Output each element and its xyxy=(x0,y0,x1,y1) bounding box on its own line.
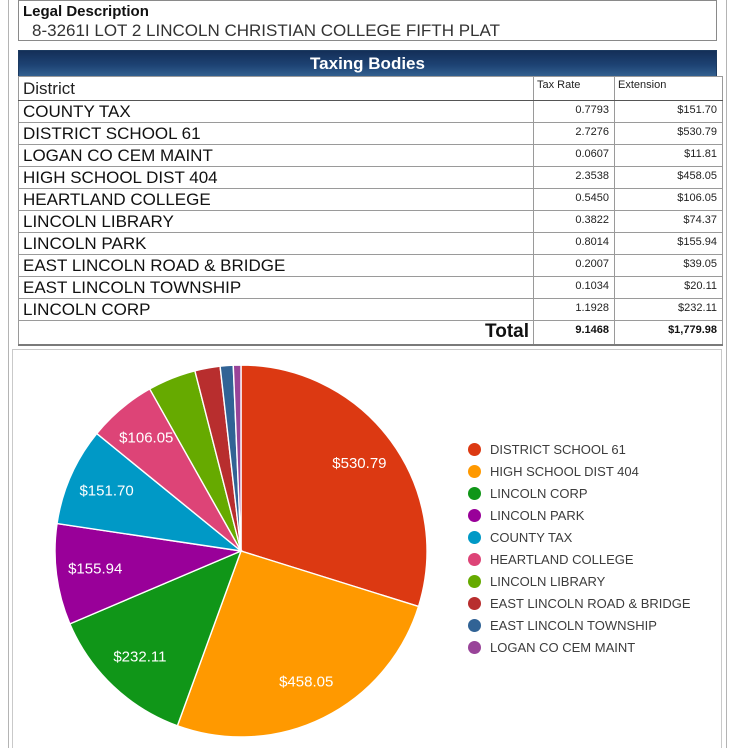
legend-item-label: LINCOLN PARK xyxy=(490,507,585,523)
legend-marker-icon xyxy=(468,465,481,478)
legend-item-lincoln-library[interactable] xyxy=(468,570,691,592)
district-cell: HEARTLAND COLLEGE xyxy=(19,189,534,211)
total-extension: $1,779.98 xyxy=(615,321,723,346)
extension-cell: $106.05 xyxy=(615,189,723,211)
extension-cell: $20.11 xyxy=(615,277,723,299)
pie-chart xyxy=(13,350,463,748)
table-row-east-lincoln-township xyxy=(19,277,723,299)
table-row-lincoln-library xyxy=(19,211,723,233)
extension-cell: $151.70 xyxy=(615,101,723,123)
pie-slice-label: $458.05 xyxy=(279,673,334,691)
chart-section xyxy=(12,349,722,748)
legal-description-section xyxy=(18,0,717,41)
district-cell: EAST LINCOLN ROAD & BRIDGE xyxy=(19,255,534,277)
legend-item-label: EAST LINCOLN TOWNSHIP xyxy=(490,617,657,633)
legend-item-lincoln-park[interactable] xyxy=(468,504,691,526)
district-cell: LOGAN CO CEM MAINT xyxy=(19,145,534,167)
legend-item-lincoln-corp[interactable] xyxy=(468,482,691,504)
district-cell: LINCOLN LIBRARY xyxy=(19,211,534,233)
legend-marker-icon xyxy=(468,487,481,500)
district-cell: LINCOLN CORP xyxy=(19,299,534,321)
table-row-lincoln-corp xyxy=(19,299,723,321)
tax-rate-cell: 0.7793 xyxy=(534,101,615,123)
extension-cell: $155.94 xyxy=(615,233,723,255)
column-header-district: District xyxy=(19,77,534,101)
pie-slice-label: $106.05 xyxy=(119,429,174,447)
table-row-heartland-college xyxy=(19,189,723,211)
tax-rate-cell: 0.5450 xyxy=(534,189,615,211)
table-row-county-tax xyxy=(19,101,723,123)
legend-item-label: LINCOLN CORP xyxy=(490,485,588,501)
legend-item-district-school-61[interactable] xyxy=(468,438,691,460)
legend-item-east-lincoln-township[interactable] xyxy=(468,614,691,636)
tax-rate-cell: 0.8014 xyxy=(534,233,615,255)
table-row-logan-co-cem-maint xyxy=(19,145,723,167)
legend-marker-icon xyxy=(468,641,481,654)
column-header-extension: Extension xyxy=(615,77,723,101)
legend-marker-icon xyxy=(468,509,481,522)
district-cell: HIGH SCHOOL DIST 404 xyxy=(19,167,534,189)
pie-slice-label: $155.94 xyxy=(68,560,123,578)
extension-cell: $232.11 xyxy=(615,299,723,321)
legend-marker-icon xyxy=(468,575,481,588)
legal-description-title: Legal Description xyxy=(23,3,149,20)
page-container xyxy=(8,0,727,748)
legend-item-east-lincoln-road-bridge[interactable] xyxy=(468,592,691,614)
legend-item-heartland-college[interactable] xyxy=(468,548,691,570)
tax-rate-cell: 0.1034 xyxy=(534,277,615,299)
district-cell: COUNTY TAX xyxy=(19,101,534,123)
table-header-row xyxy=(19,77,723,101)
legend-marker-icon xyxy=(468,597,481,610)
legend-item-label: LINCOLN LIBRARY xyxy=(490,573,606,589)
total-row xyxy=(19,321,723,346)
tax-rate-cell: 0.3822 xyxy=(534,211,615,233)
legend-item-label: HIGH SCHOOL DIST 404 xyxy=(490,463,639,479)
legend-item-high-school-dist-404[interactable] xyxy=(468,460,691,482)
legend-marker-icon xyxy=(468,531,481,544)
legend-item-logan-co-cem-maint[interactable] xyxy=(468,636,691,658)
tax-rate-cell: 0.0607 xyxy=(534,145,615,167)
legend-marker-icon xyxy=(468,443,481,456)
legend-marker-icon xyxy=(468,553,481,566)
column-header-tax-rate: Tax Rate xyxy=(534,77,615,101)
tax-rate-cell: 2.7276 xyxy=(534,123,615,145)
extension-cell: $39.05 xyxy=(615,255,723,277)
total-label: Total xyxy=(19,321,534,346)
table-row-district-school-61 xyxy=(19,123,723,145)
table-row-east-lincoln-road-bridge xyxy=(19,255,723,277)
table-row-lincoln-park xyxy=(19,233,723,255)
extension-cell: $11.81 xyxy=(615,145,723,167)
legend-marker-icon xyxy=(468,619,481,632)
district-cell: DISTRICT SCHOOL 61 xyxy=(19,123,534,145)
extension-cell: $530.79 xyxy=(615,123,723,145)
district-cell: LINCOLN PARK xyxy=(19,233,534,255)
district-cell: EAST LINCOLN TOWNSHIP xyxy=(19,277,534,299)
table-row-high-school-dist-404 xyxy=(19,167,723,189)
tax-rate-cell: 1.1928 xyxy=(534,299,615,321)
chart-legend xyxy=(468,438,691,658)
pie-slice-label: $232.11 xyxy=(113,648,167,666)
taxing-bodies-section xyxy=(18,50,717,346)
total-tax-rate: 9.1468 xyxy=(534,321,615,346)
legend-item-label: DISTRICT SCHOOL 61 xyxy=(490,441,626,457)
legend-item-label: HEARTLAND COLLEGE xyxy=(490,551,634,567)
legend-item-label: EAST LINCOLN ROAD & BRIDGE xyxy=(490,595,691,611)
taxing-bodies-table xyxy=(18,76,723,346)
legend-item-label: LOGAN CO CEM MAINT xyxy=(490,639,636,655)
tax-rate-cell: 0.2007 xyxy=(534,255,615,277)
pie-slice-label: $151.70 xyxy=(79,482,134,500)
extension-cell: $458.05 xyxy=(615,167,723,189)
taxing-bodies-header: Taxing Bodies xyxy=(18,50,717,76)
legend-item-label: COUNTY TAX xyxy=(490,529,573,545)
extension-cell: $74.37 xyxy=(615,211,723,233)
legal-description-value: 8-3261I LOT 2 LINCOLN CHRISTIAN COLLEGE FIFTH PLAT xyxy=(32,21,500,40)
legend-item-county-tax[interactable] xyxy=(468,526,691,548)
pie-slice-label: $530.79 xyxy=(332,454,387,472)
tax-rate-cell: 2.3538 xyxy=(534,167,615,189)
